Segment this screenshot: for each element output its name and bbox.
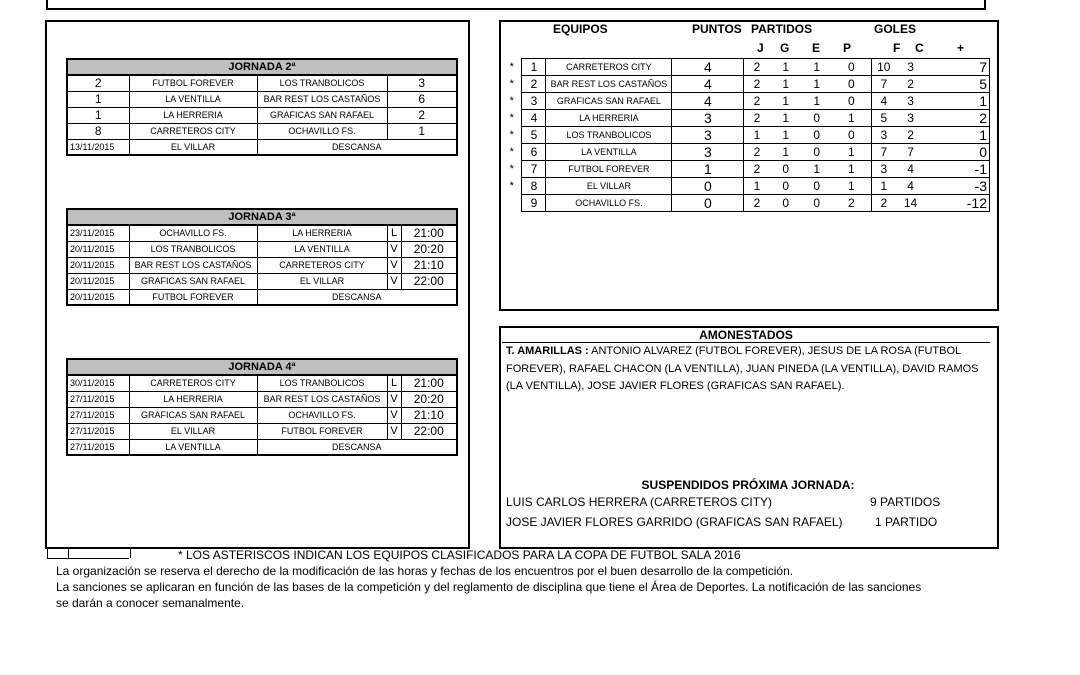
goals-for: 7 <box>872 144 896 161</box>
position: 6 <box>522 144 546 161</box>
standings-row <box>502 110 990 127</box>
header-g: G <box>780 41 790 55</box>
points: 0 <box>672 195 744 212</box>
goals-against: 4 <box>896 161 926 178</box>
match-time: 20:20 <box>401 241 457 257</box>
jornada-2-table <box>66 58 458 156</box>
goal-difference: -1 <box>926 161 990 178</box>
rest-row <box>67 139 457 155</box>
away-team: BAR REST LOS CASTAÑOS <box>257 91 387 107</box>
home-goals: 2 <box>67 75 129 91</box>
played: 2 <box>744 144 770 161</box>
match-day: V <box>387 391 401 407</box>
away-goals: 1 <box>387 123 457 139</box>
standings-row <box>502 178 990 195</box>
star-marker: * <box>509 95 514 107</box>
goals-against: 3 <box>896 93 926 110</box>
star-marker: * <box>509 112 514 124</box>
away-goals: 6 <box>387 91 457 107</box>
team-name: LOS TRANBOLICOS <box>546 127 672 144</box>
suspension-length: 9 PARTIDOS <box>870 495 941 509</box>
suspended-player: JOSE JAVIER FLORES GARRIDO (GRAFICAS SAN RAFAEL) <box>506 515 843 529</box>
points: 3 <box>672 110 744 127</box>
won: 1 <box>770 110 802 127</box>
standings-table <box>502 58 990 212</box>
rest-team: FUTBOL FOREVER <box>129 289 257 305</box>
standings-row <box>502 127 990 144</box>
played: 2 <box>744 76 770 93</box>
star-marker: * <box>509 180 514 192</box>
points: 4 <box>672 59 744 76</box>
position: 9 <box>522 195 546 212</box>
goals-for: 10 <box>872 59 896 76</box>
table-row <box>67 123 457 139</box>
away-team: FUTBOL FOREVER <box>257 423 387 439</box>
footer-mark <box>47 548 48 558</box>
played: 2 <box>744 93 770 110</box>
match-date: 20/11/2015 <box>67 257 129 273</box>
position: 2 <box>522 76 546 93</box>
match-date: 27/11/2015 <box>67 407 129 423</box>
played: 2 <box>744 161 770 178</box>
team-name: FUTBOL FOREVER <box>546 161 672 178</box>
jornada-4-title: JORNADA 4ª <box>67 359 457 375</box>
match-time: 20:20 <box>401 391 457 407</box>
position: 5 <box>522 127 546 144</box>
drawn: 0 <box>802 110 832 127</box>
goals-against: 2 <box>896 76 926 93</box>
away-team: LA VENTILLA <box>257 241 387 257</box>
match-date: 27/11/2015 <box>67 423 129 439</box>
standings-row <box>502 144 990 161</box>
goals-for: 1 <box>872 178 896 195</box>
match-time: 21:10 <box>401 257 457 273</box>
goal-difference: 1 <box>926 93 990 110</box>
lost: 1 <box>832 110 872 127</box>
rest-row <box>67 289 457 305</box>
match-time: 21:00 <box>401 225 457 241</box>
won: 0 <box>770 161 802 178</box>
lost: 0 <box>832 127 872 144</box>
rest-date: 27/11/2015 <box>67 439 129 455</box>
team-name: LA VENTILLA <box>546 144 672 161</box>
suspended-player: LUIS CARLOS HERRERA (CARRETEROS CITY) <box>506 495 773 509</box>
match-date: 23/11/2015 <box>67 225 129 241</box>
standings-row <box>502 93 990 110</box>
star-marker: * <box>509 61 514 73</box>
position: 8 <box>522 178 546 195</box>
table-row <box>67 225 457 241</box>
header-teams: EQUIPOS <box>553 22 608 36</box>
table-row <box>67 241 457 257</box>
won: 1 <box>770 127 802 144</box>
goals-against: 14 <box>896 195 926 212</box>
footer-line-1: La organización se reserva el derecho de la modificación de las horas y fechas de los encuentros por el buen desarrollo de la competición. <box>56 564 794 578</box>
team-name: BAR REST LOS CASTAÑOS <box>546 76 672 93</box>
goals-against: 3 <box>896 110 926 127</box>
suspendidos-title: SUSPENDIDOS PRÓXIMA JORNADA: <box>641 478 855 492</box>
goals-for: 2 <box>872 195 896 212</box>
table-row <box>67 391 457 407</box>
team-name: OCHAVILLO FS. <box>546 195 672 212</box>
yellow-cards-label: T. AMARILLAS : <box>506 345 589 357</box>
star-marker: * <box>509 78 514 90</box>
standings-row <box>502 76 990 93</box>
played: 2 <box>744 195 770 212</box>
won: 1 <box>770 144 802 161</box>
home-team: GRAFICAS SAN RAFAEL <box>129 407 257 423</box>
footer-underline <box>47 558 129 559</box>
lost: 0 <box>832 93 872 110</box>
drawn: 0 <box>802 195 832 212</box>
goals-for: 5 <box>872 110 896 127</box>
match-date: 27/11/2015 <box>67 391 129 407</box>
amonestados-title: AMONESTADOS <box>502 328 990 343</box>
table-row <box>67 407 457 423</box>
away-team: LOS TRANBOLICOS <box>257 75 387 91</box>
home-team: LA VENTILLA <box>129 91 257 107</box>
goal-difference: 5 <box>926 76 990 93</box>
goals-for: 7 <box>872 76 896 93</box>
away-team: LOS TRANBOLICOS <box>257 375 387 391</box>
suspension-length: 1 PARTIDO <box>875 515 938 529</box>
match-day: V <box>387 273 401 289</box>
header-matches: PARTIDOS <box>751 22 813 36</box>
away-team: OCHAVILLO FS. <box>257 123 387 139</box>
header-f: F <box>893 41 901 55</box>
match-day: L <box>387 225 401 241</box>
match-date: 20/11/2015 <box>67 241 129 257</box>
star-marker: * <box>509 163 514 175</box>
home-team: CARRETEROS CITY <box>129 123 257 139</box>
lost: 1 <box>832 178 872 195</box>
star-marker: * <box>509 146 514 158</box>
header-p: P <box>843 41 852 55</box>
standings-row <box>502 59 990 76</box>
match-date: 20/11/2015 <box>67 273 129 289</box>
drawn: 1 <box>802 59 832 76</box>
table-row <box>67 75 457 91</box>
won: 1 <box>770 93 802 110</box>
drawn: 1 <box>802 76 832 93</box>
star-marker <box>502 195 522 212</box>
drawn: 0 <box>802 178 832 195</box>
goal-difference: 1 <box>926 127 990 144</box>
star-marker: * <box>509 129 514 141</box>
position: 1 <box>522 59 546 76</box>
match-time: 21:00 <box>401 375 457 391</box>
lost: 1 <box>832 161 872 178</box>
lost: 0 <box>832 76 872 93</box>
home-team: LOS TRANBOLICOS <box>129 241 257 257</box>
away-team: BAR REST LOS CASTAÑOS <box>257 391 387 407</box>
away-team: CARRETEROS CITY <box>257 257 387 273</box>
rest-label: DESCANSA <box>257 139 457 155</box>
header-points: PUNTOS <box>692 22 742 36</box>
header-goals: GOLES <box>874 22 917 36</box>
played: 1 <box>744 178 770 195</box>
table-row <box>67 375 457 391</box>
goal-difference: -3 <box>926 178 990 195</box>
match-time: 22:00 <box>401 423 457 439</box>
match-time: 22:00 <box>401 273 457 289</box>
won: 1 <box>770 59 802 76</box>
goal-difference: 2 <box>926 110 990 127</box>
home-team: BAR REST LOS CASTAÑOS <box>129 257 257 273</box>
won: 0 <box>770 178 802 195</box>
played: 2 <box>744 59 770 76</box>
points: 3 <box>672 127 744 144</box>
jornada-4-table <box>66 358 458 456</box>
position: 7 <box>522 161 546 178</box>
asterisk-note: * LOS ASTERISCOS INDICAN LOS EQUIPOS CLASIFICADOS PARA LA COPA DE FUTBOL SALA 2016 <box>178 548 741 562</box>
rest-team: EL VILLAR <box>129 139 257 155</box>
home-team: LA HERRERIA <box>129 391 257 407</box>
goals-against: 2 <box>896 127 926 144</box>
home-team: GRAFICAS SAN RAFAEL <box>129 273 257 289</box>
goal-difference: -12 <box>926 195 990 212</box>
footer-line-2: La sanciones se aplicaran en función de las bases de la competición y del reglamento de disciplina que tiene el Área de Deportes. La notificación de las sanciones <box>56 580 922 594</box>
played: 1 <box>744 127 770 144</box>
jornada-3-table <box>66 208 458 306</box>
goals-against: 3 <box>896 59 926 76</box>
table-row <box>67 107 457 123</box>
won: 0 <box>770 195 802 212</box>
match-day: V <box>387 407 401 423</box>
rest-team: LA VENTILLA <box>129 439 257 455</box>
home-goals: 1 <box>67 91 129 107</box>
team-name: GRAFICAS SAN RAFAEL <box>546 93 672 110</box>
home-goals: 1 <box>67 107 129 123</box>
played: 2 <box>744 110 770 127</box>
header-c: C <box>915 41 924 55</box>
match-day: V <box>387 257 401 273</box>
header-j: J <box>757 41 764 55</box>
home-team: LA HERRERIA <box>129 107 257 123</box>
table-row <box>67 257 457 273</box>
away-goals: 2 <box>387 107 457 123</box>
away-team: EL VILLAR <box>257 273 387 289</box>
rest-row <box>67 439 457 455</box>
match-day: V <box>387 423 401 439</box>
jornada-3-title: JORNADA 3ª <box>67 209 457 225</box>
rest-label: DESCANSA <box>257 289 457 305</box>
league-title-box <box>46 0 986 10</box>
match-day: L <box>387 375 401 391</box>
footer-line-3: se darán a conocer semanalmente. <box>56 596 245 610</box>
home-goals: 8 <box>67 123 129 139</box>
away-team: GRAFICAS SAN RAFAEL <box>257 107 387 123</box>
goals-for: 4 <box>872 93 896 110</box>
table-row <box>67 91 457 107</box>
won: 1 <box>770 76 802 93</box>
footer-mark <box>130 548 131 558</box>
rest-label: DESCANSA <box>257 439 457 455</box>
goal-difference: 0 <box>926 144 990 161</box>
points: 3 <box>672 144 744 161</box>
table-row <box>67 273 457 289</box>
rest-date: 20/11/2015 <box>67 289 129 305</box>
position: 3 <box>522 93 546 110</box>
points: 4 <box>672 76 744 93</box>
away-team: LA HERRERIA <box>257 225 387 241</box>
jornada-2-title: JORNADA 2ª <box>67 59 457 75</box>
home-team: OCHAVILLO FS. <box>129 225 257 241</box>
header-plus: + <box>957 41 965 55</box>
goals-for: 3 <box>872 127 896 144</box>
yellow-cards-list: ANTONIO ALVAREZ (FUTBOL FOREVER), JESUS DE LA ROSA (FUTBOL FOREVER), RAFAEL CHACON (LA VENTILLA), JUAN PINEDA (LA VENTILLA), DAVID RAMOS (LA VENTILLA), JOSE JAVIER FLORES (GRAFICAS SAN RAFAEL). <box>506 345 979 392</box>
position: 4 <box>522 110 546 127</box>
away-goals: 3 <box>387 75 457 91</box>
team-name: EL VILLAR <box>546 178 672 195</box>
points: 1 <box>672 161 744 178</box>
points: 0 <box>672 178 744 195</box>
drawn: 1 <box>802 93 832 110</box>
away-team: OCHAVILLO FS. <box>257 407 387 423</box>
footer-mark <box>68 548 69 558</box>
match-time: 21:10 <box>401 407 457 423</box>
header-e: E <box>812 41 821 55</box>
points: 4 <box>672 93 744 110</box>
match-date: 30/11/2015 <box>67 375 129 391</box>
goals-against: 7 <box>896 144 926 161</box>
home-team: EL VILLAR <box>129 423 257 439</box>
standings-row <box>502 161 990 178</box>
rest-date: 13/11/2015 <box>67 139 129 155</box>
goals-against: 4 <box>896 178 926 195</box>
home-team: FUTBOL FOREVER <box>129 75 257 91</box>
lost: 1 <box>832 144 872 161</box>
goal-difference: 7 <box>926 59 990 76</box>
table-row <box>67 423 457 439</box>
team-name: CARRETEROS CITY <box>546 59 672 76</box>
team-name: LA HERRERIA <box>546 110 672 127</box>
drawn: 0 <box>802 127 832 144</box>
standings-row <box>502 195 990 212</box>
goals-for: 3 <box>872 161 896 178</box>
home-team: CARRETEROS CITY <box>129 375 257 391</box>
match-day: V <box>387 241 401 257</box>
lost: 2 <box>832 195 872 212</box>
drawn: 1 <box>802 161 832 178</box>
lost: 0 <box>832 59 872 76</box>
amonestados-text <box>506 343 990 396</box>
drawn: 0 <box>802 144 832 161</box>
